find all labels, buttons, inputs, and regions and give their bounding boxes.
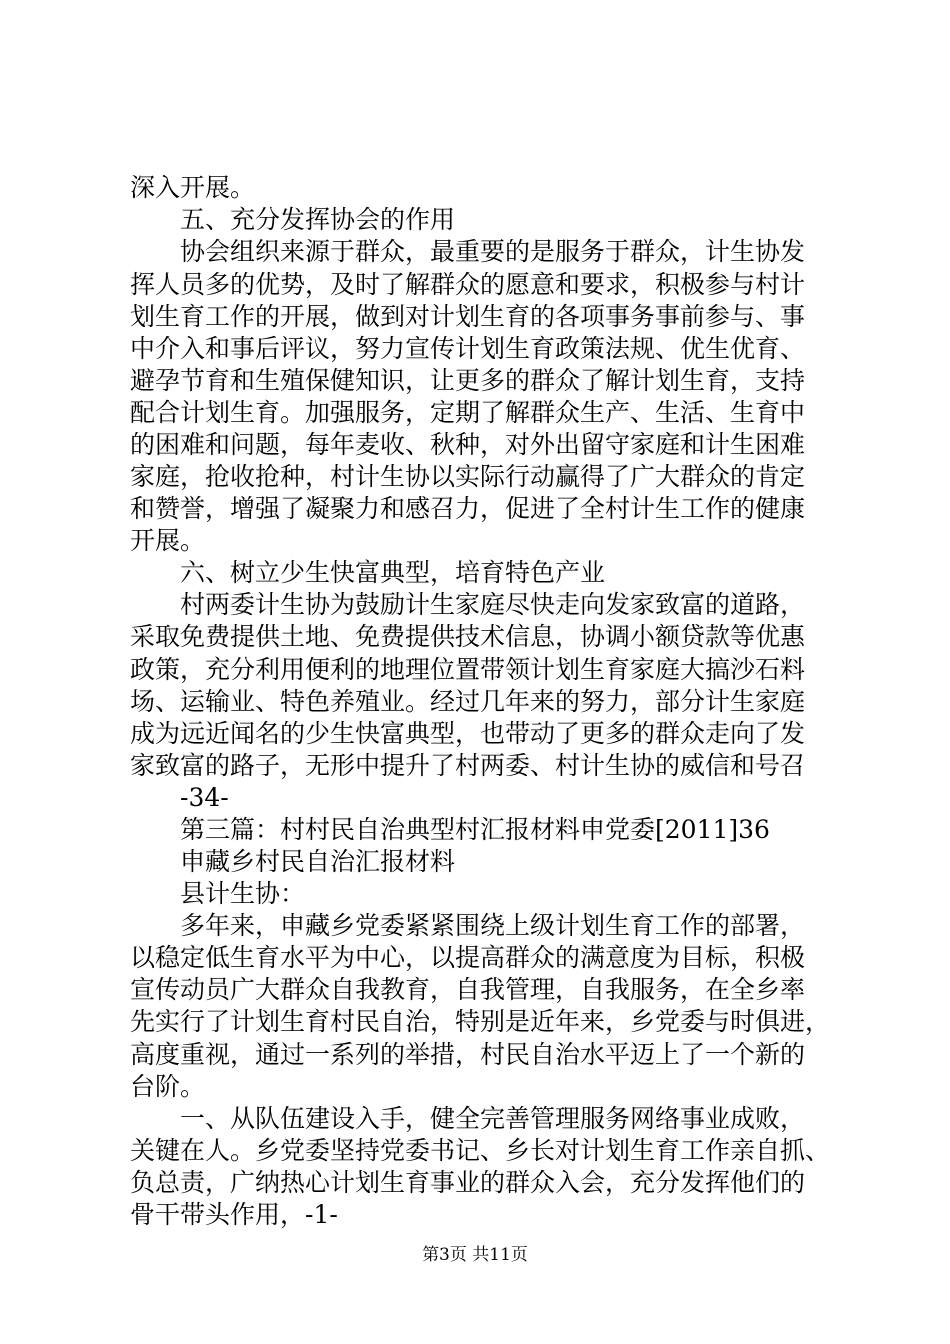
text-line: 场、运输业、特色养殖业。经过几年来的努力，部分计生家庭 [130,687,806,716]
text-line: 深入开展。 [130,173,256,202]
text-line: 村两委计生协为鼓励计生家庭尽快走向发家致富的道路， [180,590,806,619]
text-line: 划生育工作的开展，做到对计划生育的各项事务事前参与、事 [130,302,806,331]
section-heading: 六、树立少生快富典型，培育特色产业 [180,558,606,587]
text-line: 先实行了计划生育村民自治，特别是近年来，乡党委与时俱进， [130,1007,831,1036]
text-line: 家致富的路子，无形中提升了村两委、村计生协的威信和号召 [130,751,806,780]
text-line: 中介入和事后评议，努力宣传计划生育政策法规、优生优育、 [130,334,806,363]
text-line: 宣传动员广大群众自我教育，自我管理，自我服务，在全乡率 [130,975,806,1004]
text-line: 配合计划生育。加强服务，定期了解群众生产、生活、生育中 [130,398,806,427]
text-line: 挥人员多的优势，及时了解群众的愿意和要求，积极参与村计 [130,270,806,299]
chapter-title: 第三篇：村村民自治典型村汇报材料申党委[2011]36 [180,815,770,844]
text-line: 开展。 [130,526,206,555]
salutation: 县计生协： [180,879,306,908]
text-line: 避孕节育和生殖保健知识，让更多的群众了解计划生育，支持 [130,366,806,395]
text-line: 政策，充分利用便利的地理位置带领计划生育家庭大搞沙石料 [130,655,806,684]
text-line: 成为远近闻名的少生快富典型，也带动了更多的群众走向了发 [130,719,806,748]
section-heading: 五、充分发挥协会的作用 [180,205,456,234]
text-line: 高度重视，通过一系列的举措，村民自治水平迈上了一个新的 [130,1040,806,1069]
text-line: 关键在人。乡党委坚持党委书记、乡长对计划生育工作亲自抓、 [130,1136,831,1165]
text-line: 采取免费提供土地、免费提供技术信息，协调小额贷款等优惠 [130,622,806,651]
report-title: 申藏乡村民自治汇报材料 [180,847,456,876]
text-line: 多年来，申藏乡党委紧紧围绕上级计划生育工作的部署， [180,911,806,940]
page-footer: 第3页 共11页 [422,1245,528,1265]
text-line: 台阶。 [130,1072,206,1101]
text-line: 负总责，广纳热心计划生育事业的群众入会，充分发挥他们的 [130,1168,806,1197]
text-line: 以稳定低生育水平为中心，以提高群众的满意度为目标，积极 [130,943,806,972]
text-line: 的困难和问题，每年麦收、秋种，对外出留守家庭和计生困难 [130,430,806,459]
inline-page-number: -34- [180,783,229,812]
text-line: 骨干带头作用，-1- [130,1200,338,1229]
text-line: 协会组织来源于群众，最重要的是服务于群众，计生协发 [180,237,806,266]
text-line: 家庭，抢收抢种，村计生协以实际行动赢得了广大群众的肯定 [130,462,806,491]
section-heading: 一、从队伍建设入手，健全完善管理服务网络事业成败， [180,1104,806,1133]
text-line: 和赞誉，增强了凝聚力和感召力，促进了全村计生工作的健康 [130,494,806,523]
